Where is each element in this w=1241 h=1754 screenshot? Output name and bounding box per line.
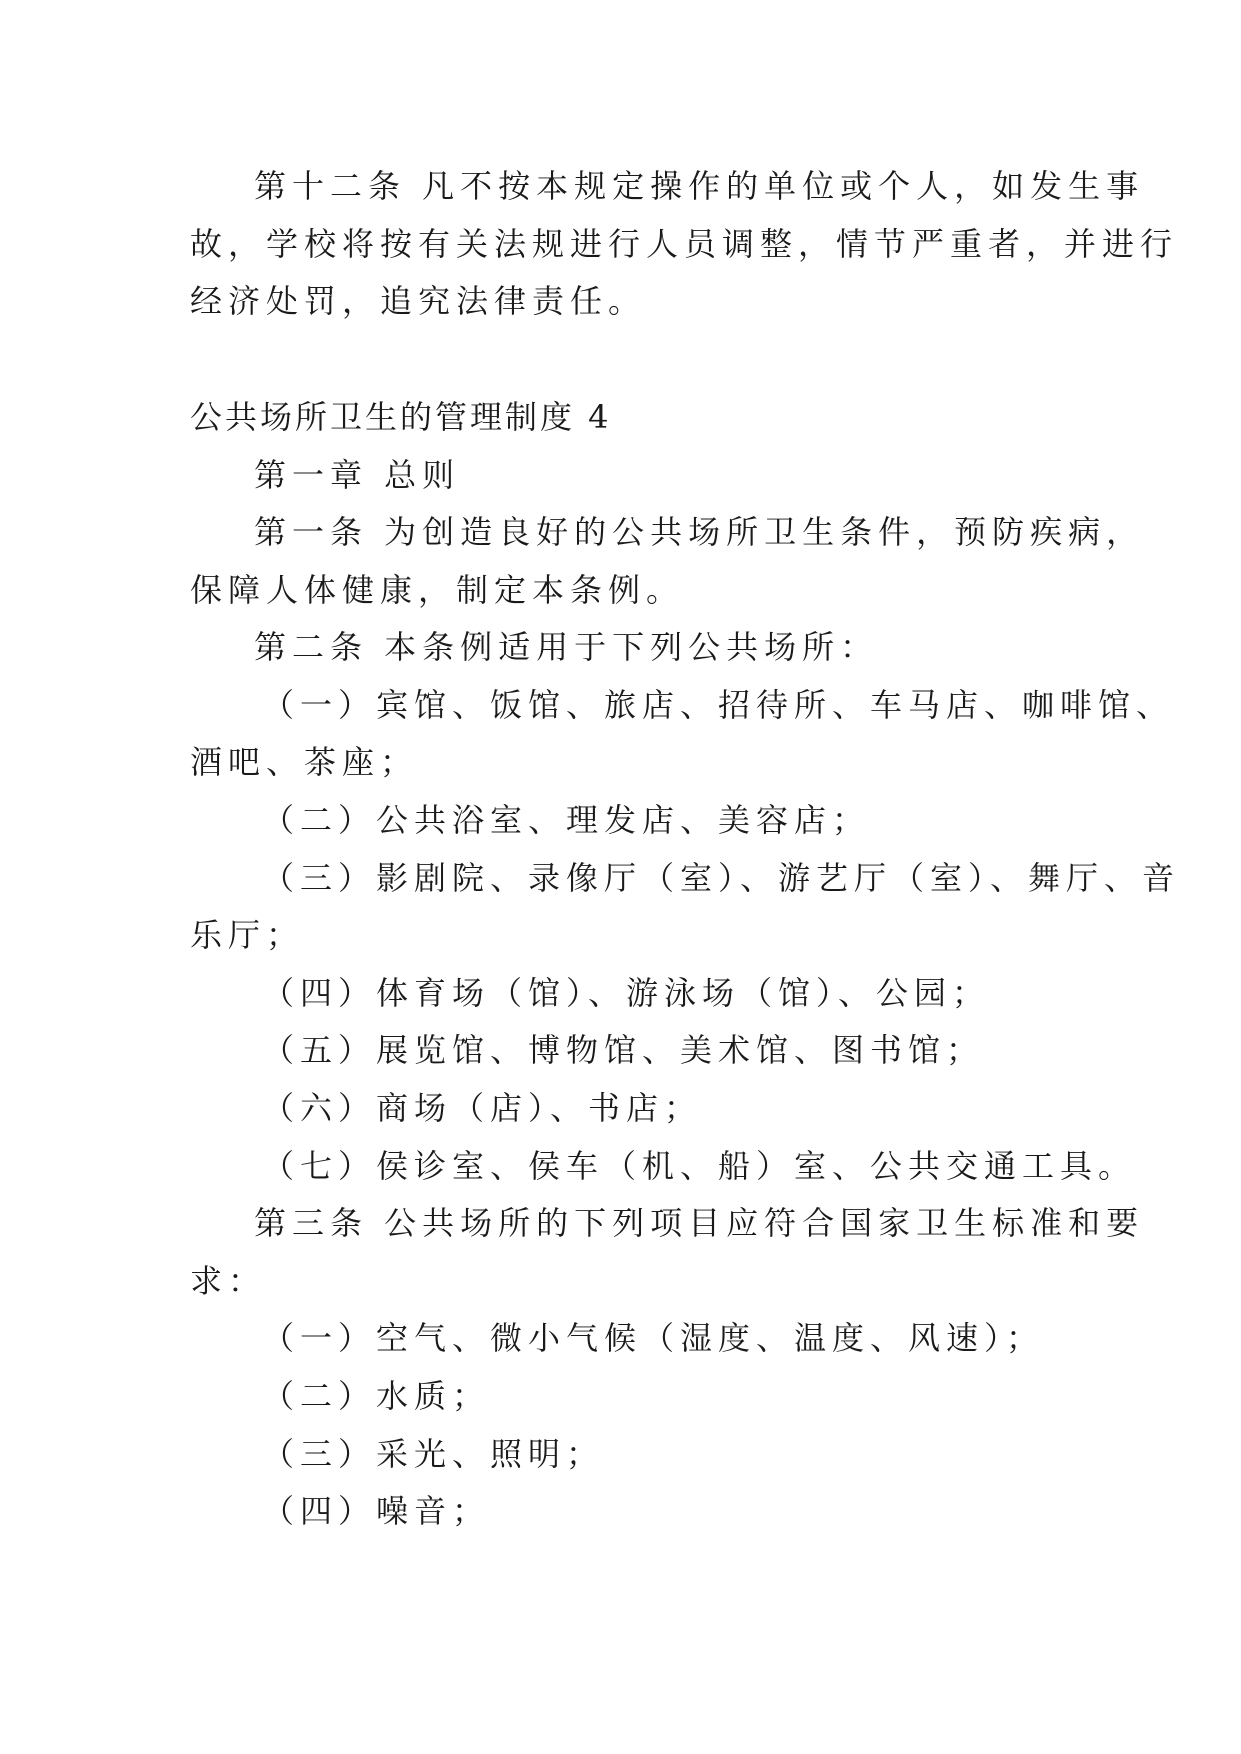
list-item-line: （四）体育场（馆）、游泳场（馆）、公园； (262, 974, 991, 1012)
paragraph-line: 第二条 本条例适用于下列公共场所： (254, 628, 879, 666)
paragraph-line: 第十二条 凡不按本规定操作的单位或个人，如发生事 (254, 167, 1145, 205)
section-title: 公共场所卫生的管理制度 4 (190, 398, 612, 436)
list-item-line: （一）空气、微小气候（湿度、温度、风速）； (262, 1319, 1045, 1357)
paragraph-line: 第一条 为创造良好的公共场所卫生条件，预防疾病， (254, 513, 1145, 551)
list-item-line: （五）展览馆、博物馆、美术馆、图书馆； (262, 1031, 985, 1069)
list-item-line: （四）噪音； (262, 1492, 491, 1530)
list-item-line: （三）采光、照明； (262, 1435, 605, 1473)
list-item-line: （三）影剧院、录像厅（室）、游艺厅（室）、舞厅、音 (262, 859, 1181, 897)
list-item-line: （二）水质； (262, 1377, 491, 1415)
paragraph-line: 求： (190, 1262, 267, 1300)
list-item-line: 酒吧、茶座； (190, 743, 419, 781)
list-item-line: （二）公共浴室、理发店、美容店； (262, 801, 871, 839)
list-item-line: （一）宾馆、饭馆、旅店、招待所、车马店、咖啡馆、 (262, 686, 1175, 724)
paragraph-line: 第三条 公共场所的下列项目应符合国家卫生标准和要 (254, 1204, 1145, 1242)
list-item-line: 乐厅； (190, 916, 305, 954)
paragraph-line: 保障人体健康，制定本条例。 (190, 571, 685, 609)
paragraph-line: 故，学校将按有关法规进行人员调整，情节严重者，并进行 (190, 225, 1179, 263)
paragraph-line: 经济处罚，追究法律责任。 (190, 282, 647, 320)
list-item-line: （六）商场（店）、书店； (262, 1089, 703, 1127)
list-item-line: （七）侯诊室、侯车（机、船）室、公共交通工具。 (262, 1147, 1137, 1185)
chapter-heading: 第一章 总则 (254, 456, 461, 494)
